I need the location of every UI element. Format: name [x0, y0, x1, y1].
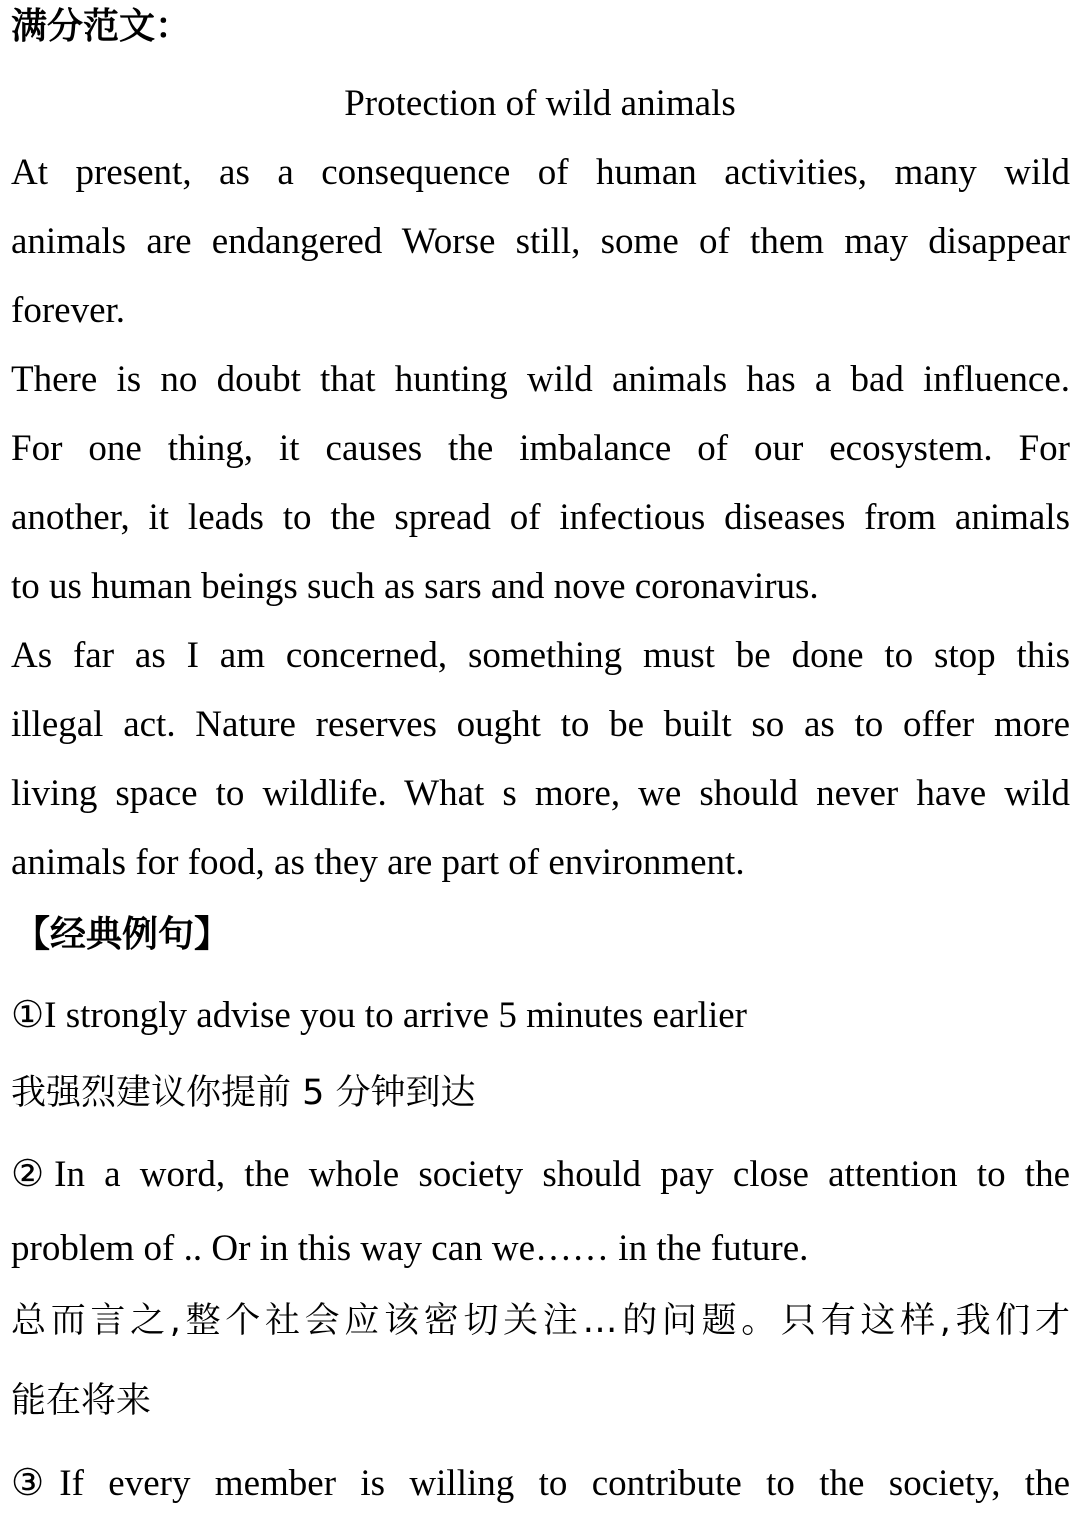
example-english: ②In a word, the whole society should pay close attention to the: [11, 1154, 1070, 1195]
essay-line: illegal act. Nature reserves ought to be built so as to offer more: [11, 704, 1070, 745]
essay-line: At present, as a consequence of human activities, many wild: [11, 152, 1070, 193]
essay-line: For one thing, it causes the imbalance of our ecosystem. For: [11, 428, 1070, 469]
essay-line: another, it leads to the spread of infectious diseases from animals: [11, 497, 1070, 538]
essay-line: living space to wildlife. What s more, we should never have wild: [11, 773, 1070, 814]
example-english: ③If every member is willing to contribute to the society, the: [11, 1463, 1070, 1504]
essay-line: to us human beings such as sars and nove coronavirus.: [11, 566, 819, 607]
essay-line: animals are endangered Worse still, some of them may disappear: [11, 221, 1070, 262]
example-english: ①I strongly advise you to arrive 5 minutes earlier: [11, 995, 747, 1036]
essay-title: Protection of wild animals: [344, 83, 736, 124]
classic-examples-heading: 【经典例句】: [14, 914, 231, 955]
example-chinese: 能在将来: [11, 1381, 152, 1421]
essay-line: forever.: [11, 290, 126, 331]
example-chinese: 总而言之,整个社会应该密切关注…的问题。只有这样,我们才: [11, 1301, 1070, 1341]
example-english: problem of .. Or in this way can we…… in the future.: [11, 1228, 809, 1269]
model-essay-heading: 满分范文：: [11, 6, 192, 47]
essay-line: As far as I am concerned, something must be done to stop this: [11, 635, 1070, 676]
essay-line: animals for food, as they are part of environment.: [11, 842, 745, 883]
example-chinese: 我强烈建议你提前 5 分钟到达: [11, 1073, 476, 1113]
essay-line: There is no doubt that hunting wild animals has a bad influence.: [11, 359, 1070, 400]
